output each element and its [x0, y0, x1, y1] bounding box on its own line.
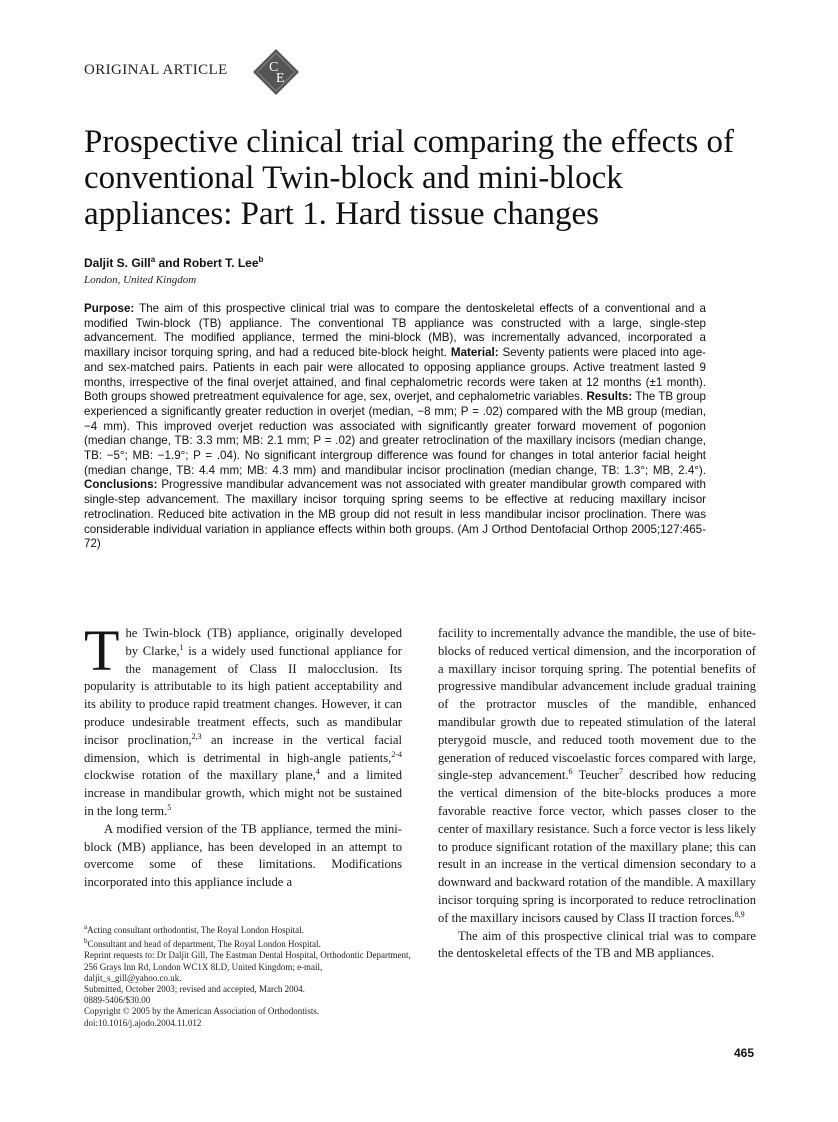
article-title: Prospective clinical trial comparing the effects of conventional Twin-block and mini-block appliances: Part 1. Hard tissue changes: [84, 124, 734, 232]
footnote-mark: a: [84, 923, 88, 931]
ce-logo-icon: [252, 48, 300, 96]
drop-cap: T: [84, 618, 120, 683]
body-text: described how reducing the vertical dimension of the bite-blocks produces a more favorable reactive force vector, which passes closer to the center of maxillary resistance. Such a force vector is less likely to produce significant rotation of the maxillary plane; this can result in an increase in the vertical dimension secondary to a downward and backward rotation of the mandible. A maxillary incisor torquing spring is incorporated to reduce retroclination of the maxillary incisors caused by Class II traction forces.: [438, 768, 756, 925]
author-conjunction: and: [155, 256, 184, 270]
abstract-purpose-label: Purpose:: [84, 302, 135, 315]
logo-letter-e: E: [276, 71, 285, 86]
body-paragraph: [438, 625, 756, 928]
abstract-purpose-text: The aim of this prospective clinical trial was to compare the dentoskeletal effects of a conventional and a modified Twin-block (TB) appliance. The conventional TB appliance was constructed with a large, single-step advancement. The modified appliance, termed the mini-block (MB), was incrementally advanced, incorporated a maxillary incisor torquing spring, and had a reduced bite-block height.: [84, 302, 706, 360]
abstract-results-label: Results:: [586, 390, 633, 404]
doi-link[interactable]: doi:10.1016/j.ajodo.2004.11.012: [84, 1017, 202, 1028]
author-location: London, United Kingdom: [84, 274, 197, 286]
body-text: is a widely used functional appliance for the management of Class II malocclusion. Its popularity is attributable to its high patient acceptability and its ability to produce rapid treatment changes. However, it can produce undesirable treatment effects, such as mandibular incisor proclination,: [84, 643, 402, 747]
citation-link[interactable]: 8,9: [734, 909, 745, 919]
footnote-mark: b: [84, 937, 88, 946]
footnotes: [84, 922, 414, 1029]
abstract-conclusions-label: Conclusions:: [84, 478, 158, 492]
footnote-text: Acting consultant orthodontist, The Royal London Hospital.: [87, 925, 304, 935]
article-header: [84, 48, 384, 94]
section-label: ORIGINAL ARTICLE: [84, 62, 228, 78]
citation-link[interactable]: 1: [179, 642, 184, 652]
citation-link[interactable]: 5: [167, 802, 172, 812]
author-affil-mark: b: [258, 255, 264, 264]
abstract-conclusions-text: Progressive mandibular advancement was not associated with greater mandibular growth compared with single-step advancement. The maxillary incisor torquing spring seems to be effective at reducing maxillary incisor retroclination. Reduced bite activation in the MB group did not result in less mandibular incisor proclination. There was considerable individual variation in appliance effects within both groups. (Am J Orthod Dentofacial Orthop 2005;127:465-72): [84, 478, 706, 551]
body-text: Teucher: [572, 768, 619, 783]
author-affil-mark: a: [150, 255, 156, 264]
reprint-requests: Reprint requests to: Dr Daljit Gill, The Eastman Dental Hospital, Orthodontic Department, 256 Grays Inn Rd, London WC1X 8LD, United Kingdom; e-mail, daljit_s_gill@yahoo.co.uk.: [84, 950, 411, 983]
abstract-results-text: The TB group experienced a significantly greater reduction in overjet (median, −8 mm; P = .02) compared with the MB group (median, −4 mm). This improved overjet reduction was associated with significantly greater forward movement of pogonion (median change, TB: 3.3 mm; MB: 2.1 mm; P = .02) and greater retroclination of the maxillary incisors (median change, TB: −5°; MB: −1.9°; P = .04). No significant intergroup difference was found for changes in total anterior facial height (median change, TB: 4.4 mm; MB: 4.3 mm) and mandibular incisor proclination (median change, TB: 1.3°; MB, 2.4°).: [84, 390, 706, 477]
body-text: facility to incrementally advance the mandible, the use of bite-blocks of reduced vertical dimension, and the incorporation of a maxillary incisor torquing spring. The potential benefits of progressive mandibular advancement include gradual training of the protractor muscles of the mandible, enhanced mandibular growth due to repeated stimulation of the lateral pterygoid muscle, and reduced tooth movement due to the generation of reduced viscoelastic forces compared with large, single-step advancement.: [438, 626, 756, 783]
body-text: an increase in the vertical facial dimension, which is detrimental in high-angle patients,: [84, 732, 402, 765]
author-name: Daljit S. Gill: [84, 256, 151, 270]
body-text: clockwise rotation of the maxillary plane,: [84, 768, 316, 783]
citation-link[interactable]: 4: [315, 767, 320, 777]
body-column-left: [84, 618, 402, 892]
body-column-right: [438, 625, 756, 963]
abstract: [84, 302, 706, 552]
footnote-text: Consultant and head of department, The Royal London Hospital.: [87, 939, 321, 950]
author-list: [84, 255, 263, 270]
logo-letter-c: C: [269, 60, 279, 75]
body-paragraph: The aim of this prospective clinical trial was to compare the dentoskeletal effects of the TB and MB appliances.: [438, 928, 756, 961]
citation-link[interactable]: 7: [618, 767, 623, 777]
body-text: he Twin-block (TB) appliance, originally developed by Clarke,: [125, 626, 402, 658]
footnote-a: [84, 922, 414, 936]
issn: 0889-5406/$30.00: [84, 995, 151, 1006]
citation-link[interactable]: 2-4: [391, 749, 402, 759]
citation-link[interactable]: 6: [568, 767, 573, 777]
body-text: and a limited increase in mandibular growth, which might not be sustained in the long term.: [84, 768, 402, 818]
author-name: Robert T. Lee: [183, 256, 259, 270]
body-paragraph: A modified version of the TB appliance, termed the mini-block (MB) appliance, has been developed in an attempt to overcome some of these limitations. Modifications incorporated into this appliance include a: [84, 821, 402, 890]
abstract-material-label: Material:: [450, 346, 499, 360]
footnote-b: [84, 936, 414, 950]
abstract-material-text: Seventy patients were placed into age- and sex-matched pairs. Patients in each pair were allocated to opposing appliance groups. Active treatment lasted 9 months, irrespective of the final overjet attained, and final cephalometric records were taken at 12 months (±1 month). Both groups showed pretreatment equivalence for age, sex, overjet, and cephalometric variables.: [84, 346, 707, 404]
submission-dates: Submitted, October 2003; revised and accepted, March 2004.: [84, 984, 305, 995]
copyright: Copyright © 2005 by the American Association of Orthodontists.: [84, 1006, 320, 1017]
page-number: 465: [733, 1046, 754, 1060]
body-paragraph: [84, 618, 402, 821]
citation-link[interactable]: 2,3: [191, 731, 202, 741]
